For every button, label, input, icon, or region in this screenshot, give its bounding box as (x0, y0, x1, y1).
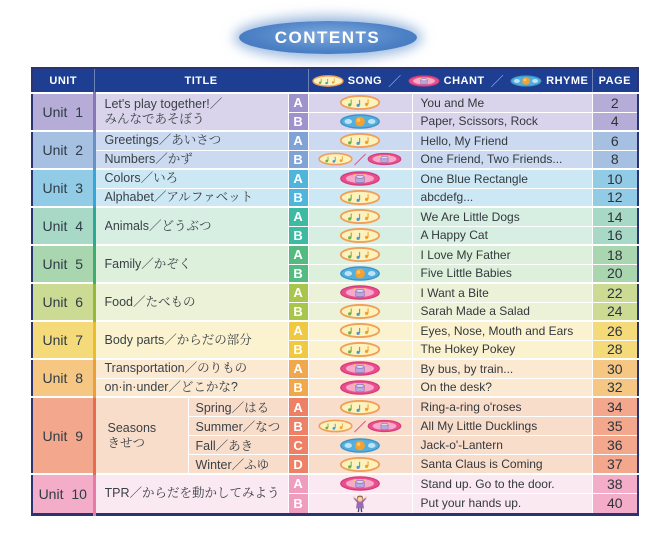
chant-icon (338, 361, 382, 376)
part-letter-badge: D (288, 455, 308, 475)
row-icons-cell (308, 436, 412, 455)
song-icon (338, 457, 382, 472)
part-letter-badge: A (288, 283, 308, 302)
song-title: The Hokey Pokey (412, 340, 592, 359)
part-letter-badge: A (288, 245, 308, 264)
part-letter-badge: A (288, 169, 308, 188)
row-icon-group (309, 171, 412, 186)
row-icons-cell (308, 226, 412, 245)
rhyme-icon (338, 114, 382, 129)
song-title: I Want a Bite (412, 283, 592, 302)
page-number: 26 (592, 321, 638, 340)
row-icons-cell (308, 93, 412, 112)
row-icons-cell (308, 378, 412, 397)
chant-icon (367, 152, 402, 166)
row-icon-group (309, 151, 412, 168)
song-title: All My Little Ducklings (412, 417, 592, 436)
row-icons-cell (308, 207, 412, 226)
song-icon (318, 152, 353, 166)
header-media (308, 68, 592, 93)
unit-title (94, 397, 188, 474)
row-icons-cell (308, 112, 412, 131)
toc-row (32, 150, 638, 169)
page-number: 40 (592, 493, 638, 514)
page-number: 37 (592, 455, 638, 475)
header-song-label: SONG (348, 75, 382, 87)
unit-title (94, 321, 288, 359)
header-rhyme-label: RHYME (546, 75, 588, 87)
chant-icon (338, 285, 382, 300)
song-title: abcdefg... (412, 188, 592, 207)
song-title: One Blue Rectangle (412, 169, 592, 188)
chant-icon (338, 476, 382, 491)
page-number: 14 (592, 207, 638, 226)
part-letter-badge: A (288, 93, 308, 112)
row-title: Greetings／あいさつ (94, 131, 288, 150)
unit-title-line: Food／たべもの (105, 295, 288, 310)
unit-label: Unit 9 (32, 397, 94, 474)
song-icon (338, 190, 382, 205)
song-title: Five Little Babies (412, 264, 592, 283)
toc-row (32, 131, 638, 150)
page-number: 24 (592, 302, 638, 321)
song-title: Put your hands up. (412, 493, 592, 514)
row-icon-group (309, 266, 412, 281)
row-icons-cell (308, 493, 412, 514)
header-page: PAGE (592, 68, 638, 93)
row-icons-cell (308, 264, 412, 283)
rhyme-icon (338, 266, 382, 281)
song-icon (338, 304, 382, 319)
unit-title-line: TPR／からだを動かしてみよう (105, 486, 288, 501)
row-icons-cell (308, 169, 412, 188)
row-icon-group (309, 476, 412, 491)
chant-icon (338, 380, 382, 395)
row-icon-group (309, 438, 412, 453)
part-letter-badge: A (288, 359, 308, 378)
unit-title-line: Family／かぞく (105, 257, 288, 272)
chant-icon (367, 419, 402, 433)
part-letter-badge: B (288, 340, 308, 359)
song-icon (338, 247, 382, 262)
song-title: Paper, Scissors, Rock (412, 112, 592, 131)
page-number: 18 (592, 245, 638, 264)
row-icon-group (309, 285, 412, 300)
row-icon-group (309, 95, 412, 110)
row-icon-group (309, 114, 412, 129)
song-icon (338, 228, 382, 243)
page-number: 20 (592, 264, 638, 283)
toc-row (32, 169, 638, 188)
slash-separator: ／ (354, 418, 366, 435)
row-title: Numbers／かず (94, 150, 288, 169)
unit-title-line: Let's play together!／ (105, 97, 288, 112)
row-icons-cell (308, 245, 412, 264)
toc-row (32, 245, 638, 264)
chant-icon (408, 75, 440, 87)
row-icons-cell (308, 417, 412, 436)
row-icon-group (309, 190, 412, 205)
unit-title-line: Body parts／からだの部分 (105, 333, 288, 348)
part-letter-badge: B (288, 150, 308, 169)
part-letter-badge: B (288, 264, 308, 283)
page-number: 6 (592, 131, 638, 150)
page-number: 32 (592, 378, 638, 397)
season-label: Spring／はる (188, 397, 288, 417)
row-icon-group (309, 418, 412, 435)
row-title: Alphabet／アルファベット (94, 188, 288, 207)
song-icon (338, 95, 382, 110)
page-number: 38 (592, 474, 638, 493)
unit-label: Unit 10 (32, 474, 94, 514)
part-letter-badge: C (288, 436, 308, 455)
row-icons-cell (308, 188, 412, 207)
row-title: Colors／いろ (94, 169, 288, 188)
part-letter-badge: A (288, 474, 308, 493)
part-letter-badge: A (288, 397, 308, 417)
season-label: Winter／ふゆ (188, 455, 288, 475)
unit-title-line: Seasons (108, 421, 188, 436)
row-icons-cell (308, 397, 412, 417)
row-icons-cell (308, 340, 412, 359)
song-title: One Friend, Two Friends... (412, 150, 592, 169)
song-title: Santa Claus is Coming (412, 455, 592, 475)
song-title: Stand up. Go to the door. (412, 474, 592, 493)
song-title: I Love My Father (412, 245, 592, 264)
unit-label: Unit 7 (32, 321, 94, 359)
row-icon-group (309, 228, 412, 243)
row-icons-cell (308, 455, 412, 475)
song-title: By bus, by train... (412, 359, 592, 378)
row-icon-group (309, 380, 412, 395)
song-icon (312, 75, 344, 87)
row-icons-cell (308, 150, 412, 169)
part-letter-badge: B (288, 378, 308, 397)
part-letter-badge: A (288, 207, 308, 226)
unit-label: Unit 5 (32, 245, 94, 283)
page-number: 36 (592, 436, 638, 455)
header-chant-label: CHANT (444, 75, 485, 87)
page-number: 10 (592, 169, 638, 188)
season-label: Summer／なつ (188, 417, 288, 436)
contents-table (31, 67, 639, 516)
row-icon-group (309, 494, 412, 513)
unit-label: Unit 2 (32, 131, 94, 169)
rhyme-icon (338, 438, 382, 453)
song-title: We Are Little Dogs (412, 207, 592, 226)
toc-row (32, 207, 638, 226)
page-number: 30 (592, 359, 638, 378)
page-number: 4 (592, 112, 638, 131)
song-icon (338, 209, 382, 224)
part-letter-badge: B (288, 112, 308, 131)
song-title: A Happy Cat (412, 226, 592, 245)
song-title: You and Me (412, 93, 592, 112)
unit-title (94, 283, 288, 321)
song-title: Ring-a-ring o'roses (412, 397, 592, 417)
header-unit: UNIT (32, 68, 94, 93)
song-icon (338, 133, 382, 148)
row-icon-group (309, 323, 412, 338)
page-number: 34 (592, 397, 638, 417)
row-title: Transportation／のりもの (94, 359, 288, 378)
toc-row (32, 378, 638, 397)
row-icons-cell (308, 302, 412, 321)
row-icons-cell (308, 283, 412, 302)
song-title: Sarah Made a Salad (412, 302, 592, 321)
page-number: 35 (592, 417, 638, 436)
song-icon (338, 342, 382, 357)
page-number: 2 (592, 93, 638, 112)
page-number: 16 (592, 226, 638, 245)
unit-title (94, 207, 288, 245)
row-icons-cell (308, 321, 412, 340)
row-icon-group (309, 342, 412, 357)
season-label: Fall／あき (188, 436, 288, 455)
table-header-row (32, 68, 638, 93)
unit-title (94, 245, 288, 283)
toc-row (32, 283, 638, 302)
toc-row (32, 321, 638, 340)
row-icon-group (309, 247, 412, 262)
row-icon-group (309, 133, 412, 148)
unit-title-line: きせつ (108, 436, 188, 451)
slash-separator: ／ (491, 71, 505, 90)
chant-icon (338, 171, 382, 186)
row-icon-group (309, 457, 412, 472)
person-icon (351, 494, 369, 513)
song-icon (338, 400, 382, 415)
unit-title (94, 93, 288, 131)
part-letter-badge: B (288, 226, 308, 245)
header-media-group (309, 71, 592, 90)
song-title: Jack-o'-Lantern (412, 436, 592, 455)
row-icon-group (309, 209, 412, 224)
part-letter-badge: A (288, 131, 308, 150)
row-icons-cell (308, 359, 412, 378)
unit-title-line: Animals／どうぶつ (105, 219, 288, 234)
unit-label: Unit 1 (32, 93, 94, 131)
unit-label: Unit 6 (32, 283, 94, 321)
toc-row (32, 359, 638, 378)
song-title: On the desk? (412, 378, 592, 397)
row-title: on·in·under／どこかな? (94, 378, 288, 397)
part-letter-badge: A (288, 321, 308, 340)
row-icon-group (309, 304, 412, 319)
part-letter-badge: B (288, 302, 308, 321)
part-letter-badge: B (288, 417, 308, 436)
unit-title-line: みんなであそぼう (105, 112, 288, 127)
row-icons-cell (308, 131, 412, 150)
row-icons-cell (308, 474, 412, 493)
row-icon-group (309, 400, 412, 415)
page-number: 8 (592, 150, 638, 169)
slash-separator: ／ (354, 151, 366, 168)
unit-label: Unit 4 (32, 207, 94, 245)
page-title: CONTENTS (239, 21, 417, 54)
song-icon (338, 323, 382, 338)
page-number: 22 (592, 283, 638, 302)
rhyme-icon (510, 75, 542, 87)
song-title: Eyes, Nose, Mouth and Ears (412, 321, 592, 340)
song-icon (318, 419, 353, 433)
slash-separator: ／ (388, 71, 402, 90)
toc-row (32, 93, 638, 112)
toc-row (32, 397, 638, 417)
unit-label: Unit 3 (32, 169, 94, 207)
row-icon-group (309, 361, 412, 376)
song-title: Hello, My Friend (412, 131, 592, 150)
unit-label: Unit 8 (32, 359, 94, 397)
part-letter-badge: B (288, 188, 308, 207)
unit-title (94, 474, 288, 514)
header-title: TITLE (94, 68, 308, 93)
page-number: 28 (592, 340, 638, 359)
part-letter-badge: B (288, 493, 308, 514)
toc-row (32, 474, 638, 493)
toc-row (32, 188, 638, 207)
page-number: 12 (592, 188, 638, 207)
